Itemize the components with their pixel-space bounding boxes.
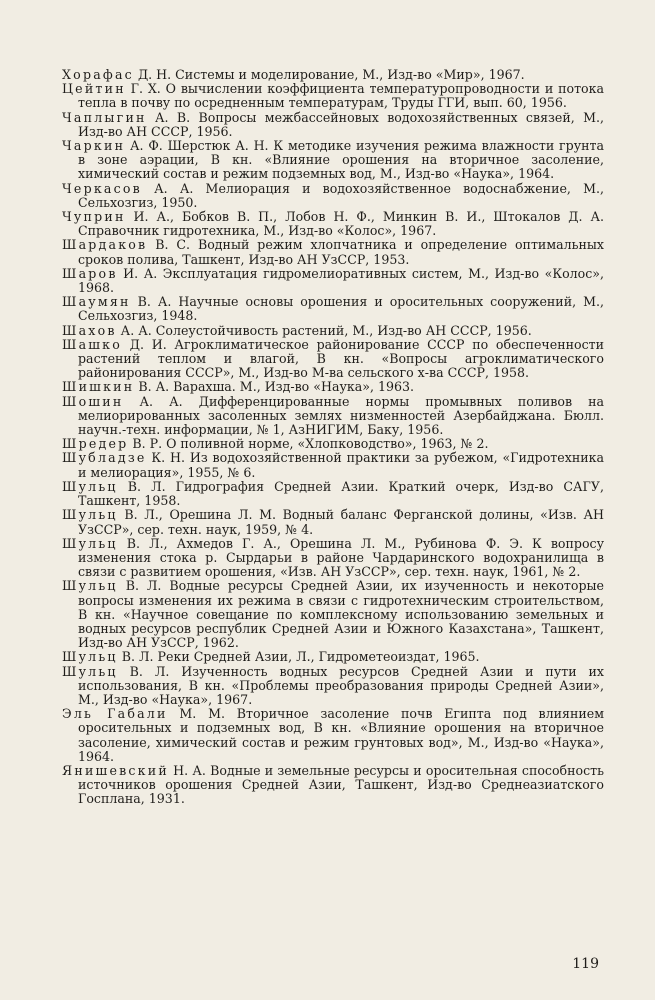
entry-author: Шошин — [62, 393, 124, 409]
bibliography-entry — [62, 650, 604, 664]
entry-author: Шульц — [62, 507, 118, 523]
entry-text: В. Р. О поливной норме, «Хлопководство», 1963, № 2. — [128, 436, 489, 452]
bibliography-entry — [62, 238, 604, 266]
entry-author: Шашко — [62, 336, 123, 352]
bibliography-entry — [62, 764, 604, 807]
entry-author: Черкасов — [62, 180, 142, 196]
entry-text: В. Л. Реки Средней Азии, Л., Гидрометеоиздат, 1965. — [117, 649, 480, 665]
entry-text: К. Н. Из водохозяйственной практики за рубежом, «Гидротехника и мелиорация», 1955, № 6. — [78, 450, 604, 480]
entry-text: М. М. Вторичное засоление почв Египта под влиянием оросительных и подземных вод, В кн. «Влияние орошения на вторичное засоление, химический состав и режим грунтовых вод», М., Изд-во «Наука», 1964. — [78, 706, 605, 764]
entry-author: Чаркин — [62, 138, 126, 154]
entry-text: А. А. Солеустойчивость растений, М., Изд-во АН СССР, 1956. — [116, 322, 532, 338]
bibliography-entry — [62, 82, 604, 110]
entry-text: В. С. Водный режим хлопчатника и определение оптимальных сроков полива, Ташкент, Изд-во АН УзССР, 1953. — [78, 237, 604, 267]
entry-text: А. А. Мелиорация и водохозяйственное водоснабжение, М., Сельхозгиз, 1950. — [78, 180, 604, 210]
entry-text: В. Л. Водные ресурсы Средней Азии, их изученность и некоторые вопросы изменения их режима в связи с гидротехническим строительством, В кн. «Научное совещание по комплексному использованию земельных и водных ресурсов республик Средней Азии и Южного Казахстана», Ташкент, Изд-во АН УзССР, 1962. — [78, 578, 604, 651]
entry-author: Эль Габали — [62, 706, 168, 722]
entry-text: В. А. Варахша. М., Изд-во «Наука», 1963. — [134, 379, 415, 395]
entry-author: Шульц — [62, 478, 118, 494]
entry-author: Шульц — [62, 578, 118, 594]
bibliography-entry — [62, 437, 604, 451]
page-number: 119 — [572, 956, 599, 972]
entry-author: Чуприн — [62, 209, 126, 225]
entry-author: Шаров — [62, 265, 118, 281]
entry-text: А. Ф. Шерстюк А. Н. К методике изучения режима влажности грунта в зоне аэрации, В кн. «Влияние орошения на вторичное засоление, химический состав и режим подземных вод, М., Изд-во «Наука», 1964. — [78, 138, 604, 182]
entry-author: Шульц — [62, 663, 118, 679]
entry-author: Шульц — [62, 649, 118, 665]
entry-author: Чаплыгин — [62, 109, 147, 125]
entry-author: Шредер — [62, 436, 129, 452]
bibliography-entry — [62, 267, 604, 295]
bibliography-entry — [62, 451, 604, 479]
entry-text: Д. И. Агроклиматическое районирование СССР по обеспеченности растений теплом и влагой, В кн. «Вопросы агроклиматического районирования СССР», М., Изд-во М-ва сельского х-ва СССР, 1958. — [78, 336, 604, 381]
entry-text: Д. Н. Системы и моделирование, М., Изд-во «Мир», 1967. — [133, 67, 525, 82]
entry-author: Шаумян — [62, 294, 131, 310]
bibliography-entry — [62, 537, 604, 580]
entry-text: В. Л. Гидрография Средней Азии. Краткий очерк, Изд-во САГУ, Ташкент, 1958. — [78, 478, 604, 509]
entry-text: В. Л., Орешина Л. М. Водный баланс Ферганской долины, «Изв. АН УзССР», сер. техн. наук, 1959, № 4. — [78, 507, 604, 537]
entry-text: А. В. Вопросы межбассейновых водохозяйственных связей, М., Изд-во АН СССР, 1956. — [78, 109, 604, 139]
bibliography-entry — [62, 665, 604, 708]
bibliography-entry — [62, 380, 604, 394]
entry-text: Г. Х. О вычислении коэффициента температуропроводности и потока тепла в почву по осредненным температурам, Труды ГГИ, вып. 60, 1956. — [78, 81, 604, 111]
entry-author: Шишкин — [62, 379, 135, 395]
bibliography-entry — [62, 295, 604, 323]
entry-author: Шульц — [62, 535, 118, 551]
entry-author: Шахов — [62, 322, 117, 338]
bibliography-entry — [62, 210, 604, 238]
bibliography-entry — [62, 324, 604, 338]
entry-text: В. А. Научные основы орошения и оросительных сооружений, М., Сельхозгиз, 1948. — [78, 294, 604, 324]
bibliography-entry — [62, 480, 604, 508]
bibliography-entry — [62, 68, 604, 82]
entry-text: В. Л., Ахмедов Г. А., Орешина Л. М., Рубинова Ф. Э. К вопросу изменения стока р. Сырдарьи в районе Чардаринского водохранилища в связи с развитием орошения, «Изв. АН УзССР», сер. техн. наук, 1961, № 2. — [78, 535, 604, 580]
entry-author: Хорафас — [62, 67, 134, 82]
entry-author: Шубладзе — [62, 450, 147, 466]
entry-author: Цейтин — [62, 81, 126, 97]
bibliography-entry — [62, 139, 604, 182]
bibliography-entry — [62, 579, 604, 650]
bibliography-entry — [62, 508, 604, 536]
entry-text: В. Л. Изученность водных ресурсов Средней Азии и пути их использования, В кн. «Проблемы преобразования природы Средней Азии», М., Изд-во «Наука», 1967. — [78, 663, 604, 707]
bibliography-entry — [62, 707, 604, 764]
entry-text: И. А. Эксплуатация гидромелиоративных систем, М., Изд-во «Колос», 1968. — [78, 265, 604, 296]
bibliography-list — [62, 68, 604, 807]
entry-text: И. А., Бобков В. П., Лобов Н. Ф., Минкин В. И., Штокалов Д. А. Справочник гидротехника, М., Изд-во «Колос», 1967. — [78, 209, 604, 239]
bibliography-entry — [62, 338, 604, 381]
bibliography-entry — [62, 395, 604, 438]
entry-author: Янишевский — [62, 762, 169, 778]
entry-text: А. А. Дифференцированные нормы промывных поливов на мелиорированных засоленных землях низменностей Азербайджана. Бюлл. научн.-техн. информации, № 1, АзНИГИМ, Баку, 1956. — [78, 393, 604, 438]
bibliography-entry — [62, 182, 604, 210]
entry-text: Н. А. Водные и земельные ресурсы и оросительная способность источников орошения Средней Азии, Ташкент, Изд-во Среднеазиатского Госплана, 1931. — [78, 762, 604, 807]
bibliography-entry — [62, 111, 604, 139]
entry-author: Шардаков — [62, 237, 148, 253]
